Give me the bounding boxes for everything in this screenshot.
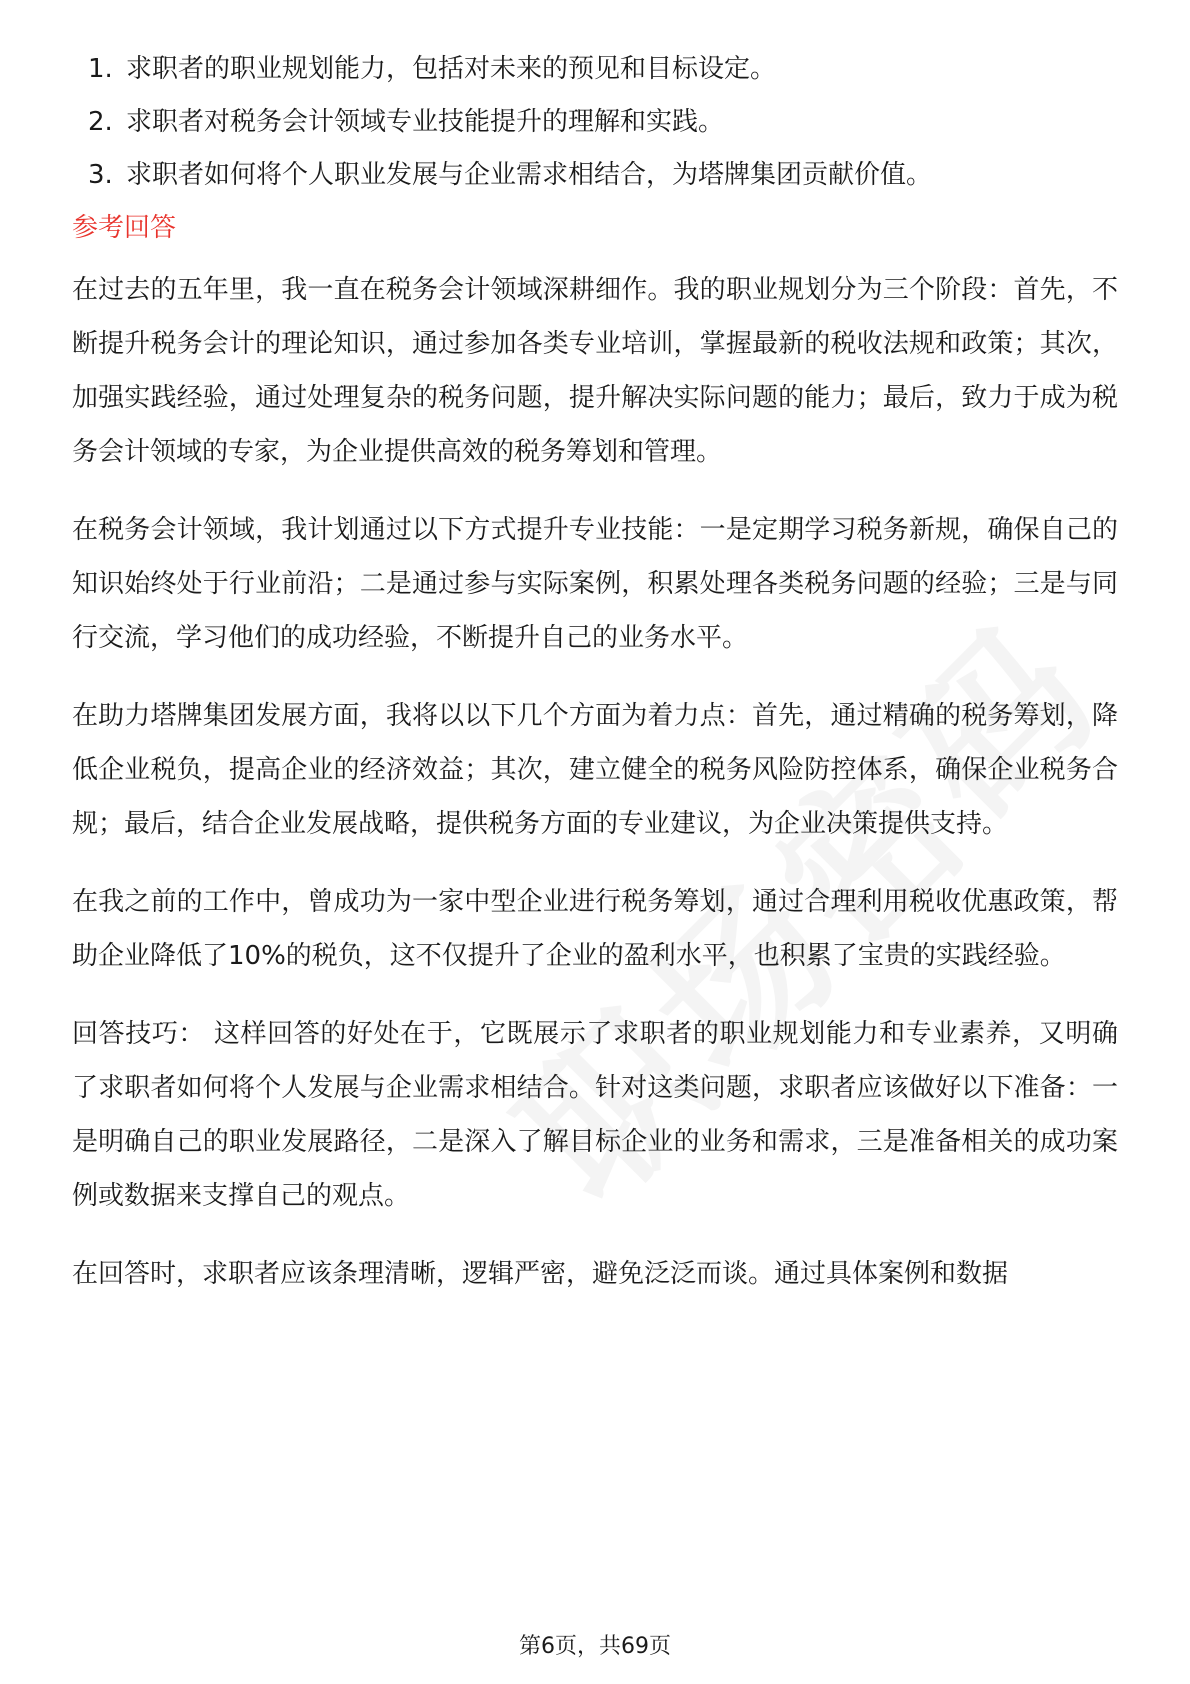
paragraph: 回答技巧： 这样回答的好处在于，它既展示了求职者的职业规划能力和专业素养，又明确了求职者如何将个人发展与企业需求相结合。针对这类问题，求职者应该做好以下准备：一是明确自己的职业发展路径，二是深入了解目标企业的业务和需求，三是准备相关的成功案例或数据来支撑自己的观点。 [72, 1019, 1118, 1211]
paragraph: 在过去的五年里，我一直在税务会计领域深耕细作。我的职业规划分为三个阶段：首先，不断提升税务会计的理论知识，通过参加各类专业培训，掌握最新的税收法规和政策；其次，加强实践经验，通过处理复杂的税务问题，提升解决实际问题的能力；最后，致力于成为税务会计领域的专家，为企业提供高效的税务筹划和管理。 [72, 275, 1118, 467]
paragraph: 在税务会计领域，我计划通过以下方式提升专业技能：一是定期学习税务新规，确保自己的知识始终处于行业前沿；二是通过参与实际案例，积累处理各类税务问题的经验；三是与同行交流，学习他们的成功经验，不断提升自己的业务水平。 [72, 515, 1118, 653]
list-item-text: 求职者对税务会计领域专业技能提升的理解和实践。 [126, 107, 725, 137]
page-content [72, 52, 1118, 1325]
list-item-text: 求职者如何将个人职业发展与企业需求相结合，为塔牌集团贡献价值。 [126, 160, 933, 190]
list-item [88, 158, 1118, 192]
list-item-number: 3. [88, 160, 113, 190]
list-item [88, 105, 1118, 139]
section-title: 参考回答 [72, 213, 177, 243]
list-item-number: 2. [88, 107, 113, 137]
list-item-number: 1. [88, 54, 113, 84]
paragraph: 在回答时，求职者应该条理清晰，逻辑严密，避免泛泛而谈。通过具体案例和数据 [72, 1259, 1009, 1289]
list-item-text: 求职者的职业规划能力，包括对未来的预见和目标设定。 [126, 54, 777, 84]
page-number: 第6页，共69页 [519, 1634, 671, 1659]
paragraph: 在我之前的工作中，曾成功为一家中型企业进行税务筹划，通过合理利用税收优惠政策，帮助企业降低了10%的税负，这不仅提升了企业的盈利水平，也积累了宝贵的实践经验。 [72, 887, 1118, 971]
list-item [88, 52, 1118, 86]
paragraph: 在助力塔牌集团发展方面，我将以以下几个方面为着力点：首先，通过精确的税务筹划，降低企业税负，提高企业的经济效益；其次，建立健全的税务风险防控体系，确保企业税务合规；最后，结合企业发展战略，提供税务方面的专业建议，为企业决策提供支持。 [72, 701, 1118, 839]
question-list [72, 52, 1118, 192]
